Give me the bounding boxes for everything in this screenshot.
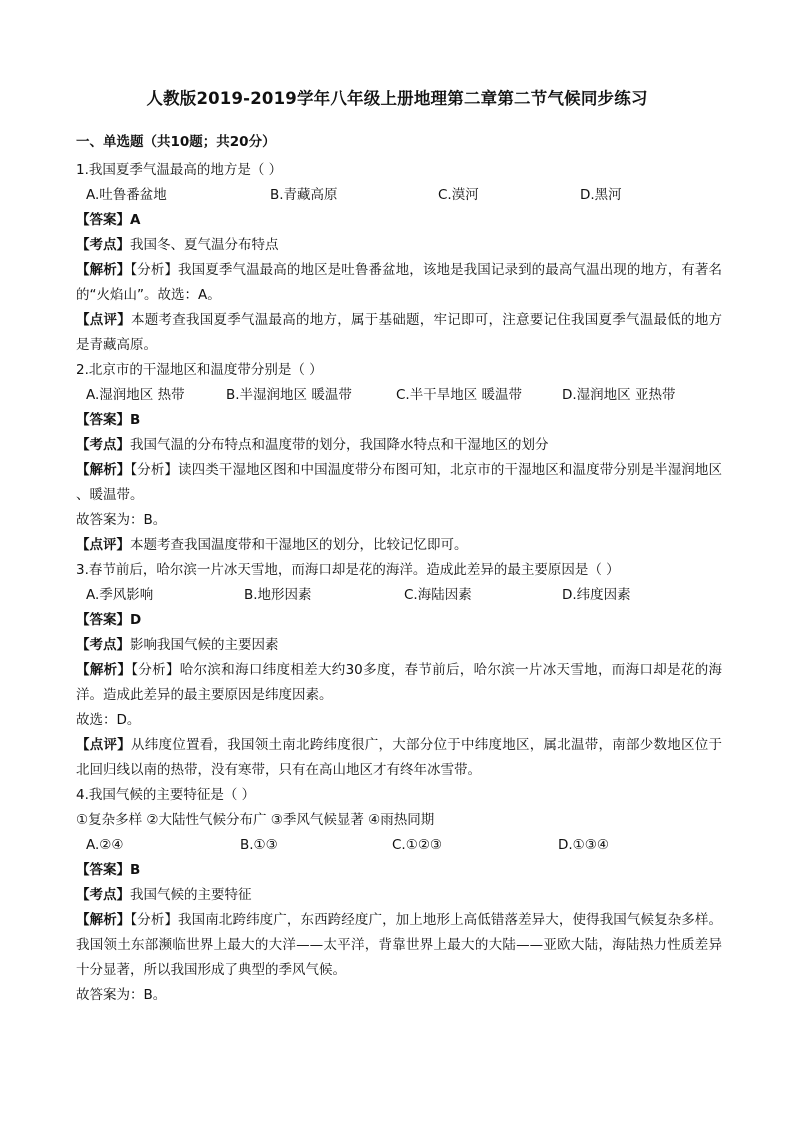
analysis-para: 【解析】【分析】我国夏季气温最高的地区是吐鲁番盆地，该地是我国记录到的最高气温出现的地方，有著名的“火焰山”。故选：A。 (76, 262, 723, 303)
question-list (76, 158, 722, 1008)
comment-text: 本题考查我国温度带和干湿地区的划分，比较记忆即可。 (130, 537, 468, 553)
answer-line: 【答案】D (76, 612, 142, 628)
comment-text: 从纬度位置看，我国领土南北跨纬度很广，大部分位于中纬度地区，属北温带，南部少数地区位于北回归线以南的热带，没有寒带，只有在高山地区才有终年冰雪带。 (76, 737, 722, 778)
document-title: 人教版2019-2019学年八年级上册地理第二章第二节气候同步练习 (146, 89, 648, 108)
analysis-text: 【分析】我国南北跨纬度广，东西跨经度广，加上地形上高低错落差异大，使得我国气候复杂多样。我国领土东部濒临世界上最大的大洋——太平洋，背靠世界上最大的大陆——亚欧大陆，海陆热力性质差异十分显著，所以我国形成了典型的季风气候。 (76, 912, 723, 978)
answer-line: 【答案】A (76, 212, 141, 228)
section-heading: 一、单选题（共10题；共20分） (76, 134, 276, 150)
question-stem: 4.我国气候的主要特征是（ ） (76, 787, 256, 803)
analysis-text: 【分析】读四类干湿地区图和中国温度带分布图可知，北京市的干湿地区和温度带分别是半湿润地区 、暖温带。 (76, 462, 723, 503)
option-a: A.吐鲁番盆地 (86, 187, 167, 203)
option-b: B.半湿润地区 暖温带 (226, 387, 352, 403)
answer-line: 【答案】B (76, 862, 141, 878)
point-text: 我国气候的主要特征 (130, 887, 252, 903)
option-row (76, 583, 722, 608)
point-line: 【考点】我国气温的分布特点和温度带的划分，我国降水特点和干湿地区的划分 (76, 437, 549, 453)
option-a: A.季风影响 (86, 587, 154, 603)
option-b: B.①③ (240, 837, 278, 853)
analysis-text: 【分析】哈尔滨和海口纬度相差大约30多度，春节前后，哈尔滨一片冰天雪地，而海口却是花的海洋。造成此差异的最主要原因是纬度因素。 (76, 662, 723, 703)
point-line: 【考点】我国冬、夏气温分布特点 (76, 237, 279, 253)
question-item (76, 158, 722, 358)
answer-value: B (130, 862, 141, 878)
question-stem: 2.北京市的干湿地区和温度带分别是（ ） (76, 362, 323, 378)
conclusion-line: 故答案为：B。 (76, 512, 167, 528)
conclusion-line: 故答案为：B。 (76, 987, 167, 1003)
question-stem: 3.春节前后，哈尔滨一片冰天雪地，而海口却是花的海洋。造成此差异的最主要原因是（ ） (76, 562, 620, 578)
question-stem: 1.我国夏季气温最高的地方是（ ） (76, 162, 283, 178)
option-row (76, 383, 722, 408)
question-item (76, 558, 722, 783)
comment-para: 【点评】从纬度位置看，我国领土南北跨纬度很广，大部分位于中纬度地区，属北温带，南部少数地区位于北回归线以南的热带，没有寒带，只有在高山地区才有终年冰雪带。 (76, 737, 722, 778)
statement-list: ①复杂多样 ②大陆性气候分布广 ③季风气候显著 ④雨热同期 (76, 812, 435, 828)
option-c: C.漠河 (438, 187, 479, 203)
option-b: B.青藏高原 (270, 187, 338, 203)
answer-line: 【答案】B (76, 412, 141, 428)
option-d: D.湿润地区 亚热带 (562, 387, 676, 403)
question-item (76, 783, 722, 1008)
point-text: 影响我国气候的主要因素 (130, 637, 279, 653)
option-a: A.②④ (86, 837, 124, 853)
point-text: 我国冬、夏气温分布特点 (130, 237, 279, 253)
analysis-para: 【解析】【分析】哈尔滨和海口纬度相差大约30多度，春节前后，哈尔滨一片冰天雪地，而海口却是花的海洋。造成此差异的最主要原因是纬度因素。 (76, 662, 723, 703)
comment-para: 【点评】本题考查我国夏季气温最高的地方，属于基础题，牢记即可，注意要记住我国夏季气温最低的地方是青藏高原。 (76, 312, 722, 353)
option-row (76, 183, 722, 208)
comment-text: 本题考查我国夏季气温最高的地方，属于基础题，牢记即可，注意要记住我国夏季气温最低的地方是青藏高原。 (76, 312, 722, 353)
option-d: D.①③④ (558, 837, 609, 853)
analysis-para: 【解析】【分析】我国南北跨纬度广，东西跨经度广，加上地形上高低错落差异大，使得我国气候复杂多样。我国领土东部濒临世界上最大的大洋——太平洋，背靠世界上最大的大陆——亚欧大陆，海陆热力性质差异十分显著，所以我国形成了典型的季风气候。 (76, 912, 723, 978)
answer-value: D (130, 612, 142, 628)
option-d: D.黑河 (580, 187, 622, 203)
option-a: A.湿润地区 热带 (86, 387, 185, 403)
point-line: 【考点】影响我国气候的主要因素 (76, 637, 279, 653)
analysis-para: 【解析】【分析】读四类干湿地区图和中国温度带分布图可知，北京市的干湿地区和温度带分别是半湿润地区 、暖温带。 (76, 462, 723, 503)
point-line: 【考点】我国气候的主要特征 (76, 887, 252, 903)
option-b: B.地形因素 (244, 587, 312, 603)
answer-value: B (130, 412, 141, 428)
option-d: D.纬度因素 (562, 587, 631, 603)
question-item (76, 358, 722, 558)
comment-para: 【点评】本题考查我国温度带和干湿地区的划分，比较记忆即可。 (76, 537, 468, 553)
analysis-text: 【分析】我国夏季气温最高的地区是吐鲁番盆地，该地是我国记录到的最高气温出现的地方，有著名的“火焰山”。故选：A。 (76, 262, 723, 303)
option-c: C.①②③ (392, 837, 443, 853)
option-c: C.海陆因素 (404, 587, 472, 603)
conclusion-line: 故选：D。 (76, 712, 141, 728)
option-row (76, 833, 722, 858)
option-c: C.半干旱地区 暖温带 (396, 387, 523, 403)
answer-value: A (130, 212, 141, 228)
point-text: 我国气温的分布特点和温度带的划分，我国降水特点和干湿地区的划分 (130, 437, 549, 453)
